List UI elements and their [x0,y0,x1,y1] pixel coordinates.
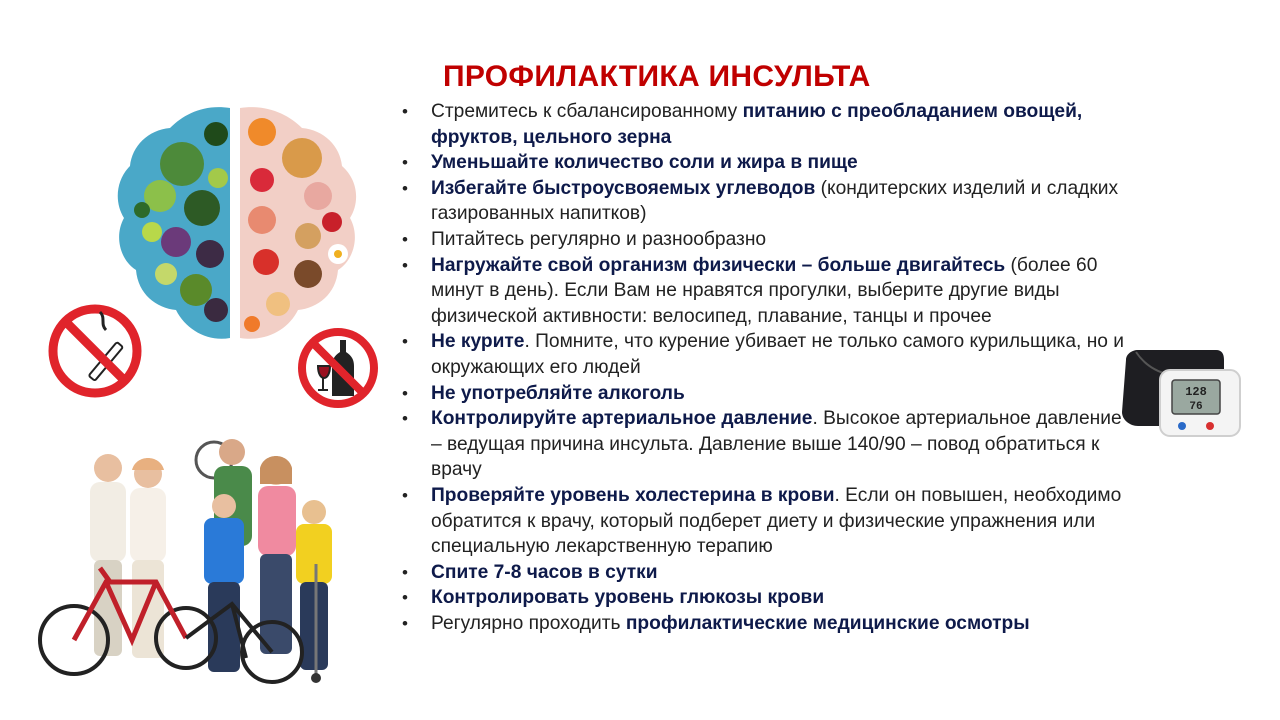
item-text-bold: Спите 7-8 часов в сутки [431,561,658,583]
prevention-item [400,560,1125,586]
item-text: (более 60 минут в день). Если Вам не нравятся прогулки, выберите другие виды физической активности: велосипед, плавание, танцы и прочее [431,254,1098,327]
item-text-bold: Контролировать уровень глюкозы крови [431,587,825,609]
prevention-item [400,150,1125,176]
item-text-bold: Проверяйте уровень холестерина в крови [431,484,835,506]
prevention-item [400,99,1125,150]
item-text: (кондитерских изделий и сладких газированных напитков) [431,177,1119,225]
item-text: Стремитесь к сбалансированному [431,101,743,122]
item-text-bold: Нагружайте свой организм физически – больше двигайтесь [431,254,1006,276]
prevention-item [400,227,1125,253]
item-text-bold: Не употребляйте алкоголь [431,382,685,404]
prevention-item [400,253,1125,330]
brain-food-illustration [112,104,362,360]
item-text-bold: Не курите [431,331,525,353]
item-text-bold: Контролируйте артериальное давление [431,408,813,430]
prevention-item [400,329,1125,380]
no-alcohol-icon [296,326,380,410]
item-text: Питайтесь регулярно и разнообразно [431,228,767,250]
no-smoking-icon [46,302,144,400]
prevention-item [400,611,1125,637]
prevention-item [400,483,1125,560]
prevention-list [400,99,1125,636]
item-text-bold: Уменьшайте количество соли и жира в пище [431,152,858,174]
item-text: . Если он повышен, необходимо обратится к врачу, который подберет диету и физические упражнения или специальную лекарственную терапию [431,484,1122,558]
bp-reading-top: 128 [1185,385,1207,399]
prevention-item [400,406,1125,483]
blood-pressure-monitor [1122,346,1246,442]
prevention-item [400,585,1125,611]
bp-reading-bottom: 76 [1189,401,1203,413]
item-text-bold: Избегайте быстроусвояемых углеводов [431,177,816,199]
item-text-bold: питанию с преобладанием овощей, фруктов, цельного зерна [431,101,1083,148]
family-photo [36,432,348,688]
item-text: . Высокое артериальное давление – ведущая причина инсульта. Давление выше 140/90 – повод обратиться к врачу [431,408,1122,481]
prevention-item [400,176,1125,227]
page-title: ПРОФИЛАКТИКА ИНСУЛЬТА [443,60,871,93]
item-text: Регулярно проходить [431,612,626,634]
prevention-item [400,381,1125,407]
item-text: . Помните, что курение убивает не только самого курильщика, но и окружающих его людей [431,331,1125,378]
item-text-bold: профилактические медицинские осмотры [625,612,1030,634]
